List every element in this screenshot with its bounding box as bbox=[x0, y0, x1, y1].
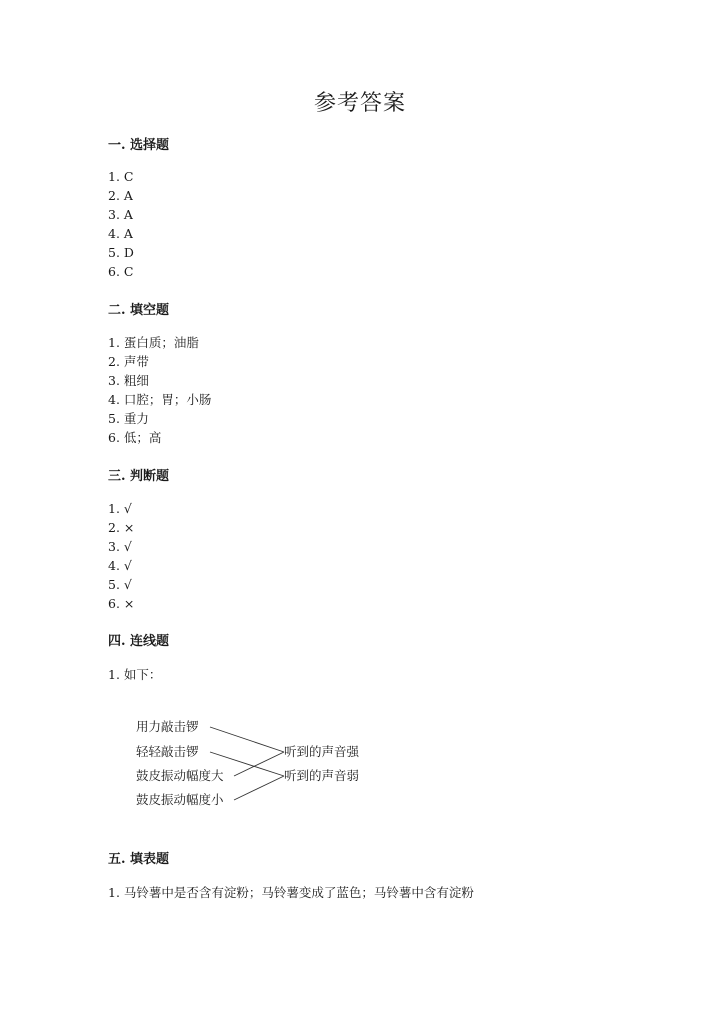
answer-item: 1. 蛋白质；油脂 bbox=[108, 335, 199, 350]
answer-item: 1. 马铃薯中是否含有淀粉；马铃薯变成了蓝色；马铃薯中含有淀粉 bbox=[108, 885, 474, 900]
answer-item: 4. A bbox=[108, 226, 133, 241]
section-heading-fill: 二. 填空题 bbox=[108, 303, 170, 318]
matching-left-item: 鼓皮振动幅度大 bbox=[136, 768, 224, 783]
matching-line bbox=[234, 776, 284, 800]
answer-item: 6. C bbox=[108, 264, 134, 279]
section-heading-judge: 三. 判断题 bbox=[108, 469, 170, 484]
matching-diagram bbox=[130, 712, 390, 812]
answer-item: 5. 重力 bbox=[108, 411, 149, 426]
answer-item: 3. √ bbox=[108, 539, 132, 554]
answer-item: 1. √ bbox=[108, 501, 132, 516]
page-title: 参考答案 bbox=[313, 91, 406, 116]
answer-item: 3. A bbox=[108, 207, 133, 222]
matching-right-item: 听到的声音弱 bbox=[284, 768, 360, 783]
answer-item: 5. D bbox=[108, 245, 134, 260]
matching-right-item: 听到的声音强 bbox=[284, 744, 360, 759]
section-heading-choice: 一. 选择题 bbox=[108, 138, 170, 153]
section-heading-matching: 四. 连线题 bbox=[108, 634, 170, 649]
answer-item: 2. A bbox=[108, 188, 133, 203]
matching-left-item: 鼓皮振动幅度小 bbox=[136, 792, 224, 807]
answer-item: 4. √ bbox=[108, 558, 132, 573]
answer-item: 4. 口腔；胃；小肠 bbox=[108, 392, 212, 407]
answer-item: 3. 粗细 bbox=[108, 373, 149, 388]
matching-line bbox=[234, 752, 284, 776]
matching-left-item: 用力敲击锣 bbox=[136, 719, 199, 734]
answer-item: 5. √ bbox=[108, 577, 132, 592]
answer-item: 1. C bbox=[108, 169, 134, 184]
answer-item: 6. × bbox=[108, 596, 135, 611]
answer-item: 6. 低；高 bbox=[108, 430, 162, 445]
answer-item: 1. 如下： bbox=[108, 667, 162, 682]
answer-item: 2. × bbox=[108, 520, 135, 535]
matching-left-item: 轻轻敲击锣 bbox=[136, 744, 199, 759]
answer-item: 2. 声带 bbox=[108, 354, 149, 369]
matching-line bbox=[210, 727, 284, 752]
section-heading-table: 五. 填表题 bbox=[108, 852, 170, 867]
